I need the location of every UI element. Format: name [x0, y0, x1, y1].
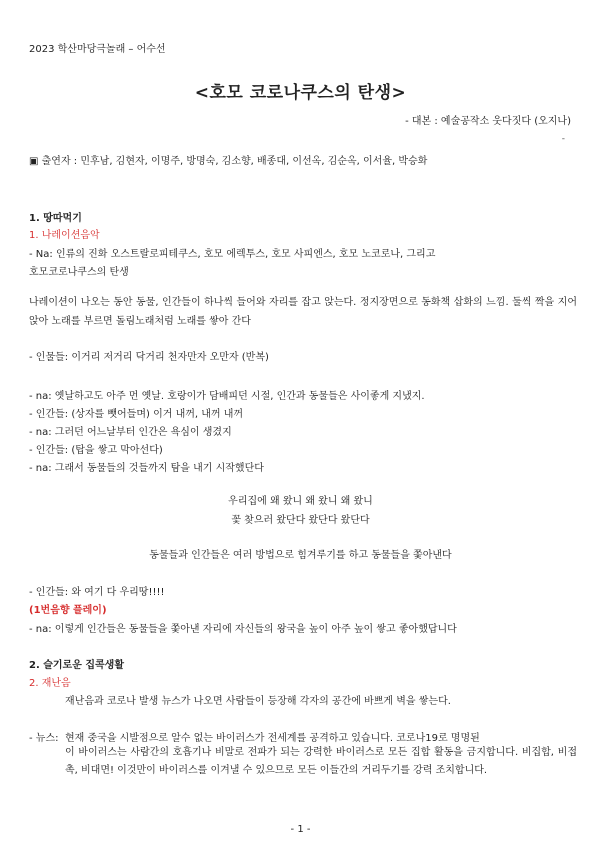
news-label: - 뉴스:	[29, 733, 59, 744]
cast-list: ▣ 출연자 : 민후남, 김현자, 이명주, 방명숙, 김소향, 배종대, 이선옥, 김순옥, 이서율, 박승화	[29, 156, 428, 167]
stage-note: 재난음과 코로나 발생 뉴스가 나오면 사람들이 등장해 각자의 공간에 바쁘게 벽을 쌓는다.	[65, 696, 451, 707]
people-line: - 인물들: 이거리 저거리 닥거리 천자만자 오만자 (반복)	[29, 352, 269, 363]
na-line-2: 호모코로나쿠스의 탄생	[29, 267, 129, 278]
news-first-line: 현재 중국을 시발점으로 알수 없는 바이러스가 전세계를 공격하고 있습니다. 코로나19로 명명된	[65, 733, 480, 744]
section1-subheading: 1. 나레이션음악	[29, 230, 100, 241]
action-line: 동물들과 인간들은 여러 방법으로 힘겨루기를 하고 동물들을 쫓아낸다	[149, 550, 452, 561]
dialog-line: - 인간들: (상자를 뺏어들며) 이거 내꺼, 내꺼 내꺼	[29, 409, 244, 420]
humans-shout: - 인간들: 와 여기 다 우리땅!!!!	[29, 587, 165, 598]
page-title: <호모 코로나쿠스의 탄생>	[194, 83, 407, 103]
page-number: - 1 -	[290, 824, 311, 835]
section1-heading: 1. 땅따먹기	[29, 213, 82, 224]
dialog-line: - na: 그래서 동물들의 것들까지 탐을 내기 시작했단다	[29, 463, 264, 474]
song-line-2: 꽃 찾으러 왔단다 왔단다 왔단다	[231, 515, 370, 526]
section2-heading: 2. 슬기로운 집콕생활	[29, 660, 124, 671]
dialog-line: - na: 그러던 어느날부터 인간은 욕심이 생겼지	[29, 427, 232, 438]
sound-cue: (1번음향 플레이)	[29, 605, 107, 616]
dialog-line: - na: 옛날하고도 아주 먼 옛날. 호랑이가 담배피던 시절, 인간과 동물들은 사이좋게 지냈지.	[29, 391, 425, 402]
narration-paragraph: 나레이션이 나오는 동안 동물, 인간들이 하나씩 들어와 자리를 잡고 앉는다. 정지장면으로 동화책 삽화의 느낌. 둘씩 짝을 지어 앉아 노래를 부르면 돌림노래처럼 노래를 쌓아 간다	[29, 297, 577, 327]
credit-dash: -	[561, 134, 565, 144]
section2-subheading: 2. 재난음	[29, 678, 71, 689]
dialog-line: - 인간들: (탑을 쌓고 막아선다)	[29, 445, 163, 456]
script-credit: - 대본 : 예술공작소 웃다짓다 (오지나)	[405, 116, 571, 127]
na-ending: - na: 이렇게 인간들은 동물들을 쫓아낸 자리에 자신들의 왕국을 높이 아주 높이 쌓고 좋아했답니다	[29, 624, 457, 635]
news-body: 이 바이러스는 사람간의 호흡기나 비말로 전파가 되는 강력한 바이러스로 모든 집합 활동을 금지합니다. 비집합, 비접촉, 비대면! 이것만이 바이러스를 이겨낼 수 있으므로 모든 이들간의 거리두기를 강력 조치합니다.	[65, 747, 577, 776]
song-line-1: 우리집에 왜 왔니 왜 왔니 왜 왔니	[228, 496, 373, 507]
na-line-1: - Na: 인류의 진화 오스트랄로피테쿠스, 호모 에렉투스, 호모 사피엔스, 호모 노코로나, 그리고	[29, 249, 436, 260]
document-header: 2023 학산마당극놀래 – 어수선	[29, 44, 166, 55]
